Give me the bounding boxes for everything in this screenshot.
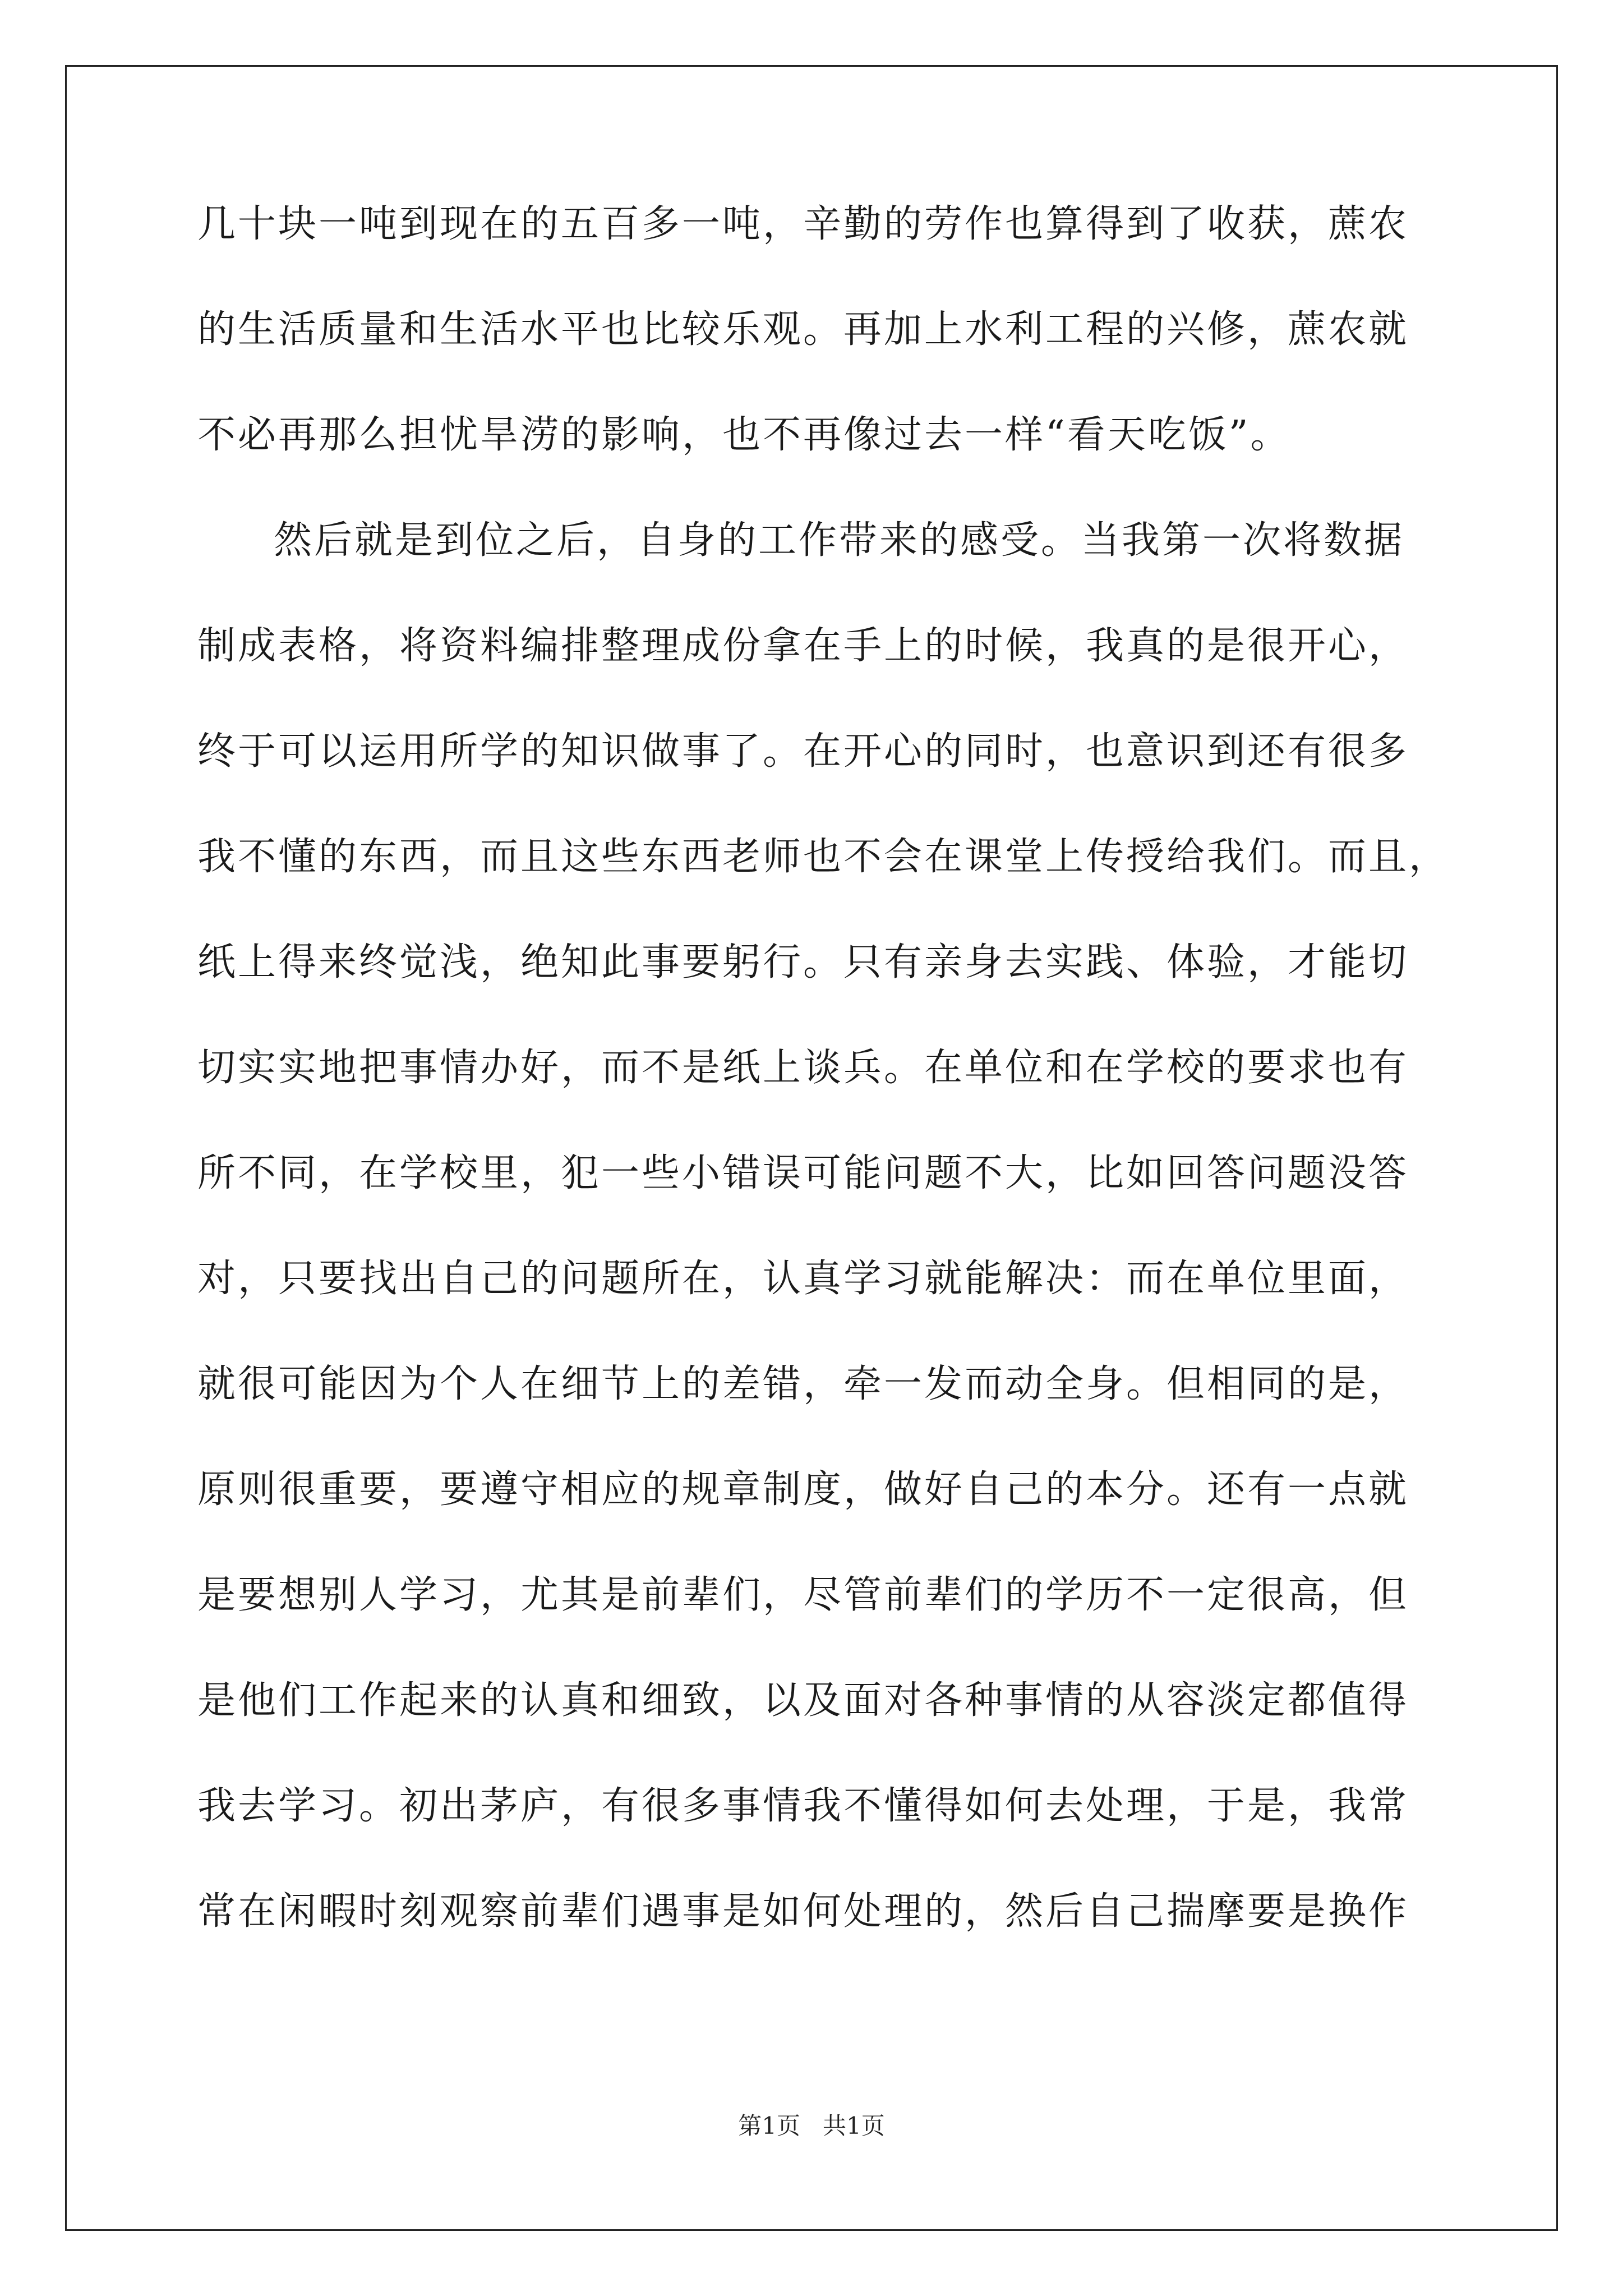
text-line: 切实实地把事情办好，而不是纸上谈兵。在单位和在学校的要求也有	[197, 1046, 1409, 1090]
text-line: 纸上得来终觉浅，绝知此事要躬行。只有亲身去实践、体验，才能切	[197, 940, 1409, 984]
text-line: 的生活质量和生活水平也比较乐观。再加上水利工程的兴修，蔗农就	[197, 307, 1409, 352]
text-line: 常在闲暇时刻观察前辈们遇事是如何处理的，然后自己揣摩要是换作	[197, 1889, 1409, 1934]
text-line: 原则很重要，要遵守相应的规章制度，做好自己的本分。还有一点就	[197, 1467, 1409, 1512]
text-line: 所不同，在学校里，犯一些小错误可能问题不大，比如回答问题没答	[197, 1151, 1409, 1195]
text-line: 不必再那么担忧旱涝的影响，也不再像过去一样“看天吃饭”。	[197, 413, 1291, 457]
text-line: 对，只要找出自己的问题所在，认真学习就能解决：而在单位里面，	[197, 1257, 1409, 1301]
page-total: 共1页	[823, 2112, 885, 2139]
text-line: 我不懂的东西，而且这些东西老师也不会在课堂上传授给我们。而且，	[197, 835, 1450, 879]
text-line: 是要想别人学习，尤其是前辈们，尽管前辈们的学历不一定很高，但	[197, 1573, 1409, 1617]
text-line: 终于可以运用所学的知识做事了。在开心的同时，也意识到还有很多	[197, 729, 1409, 774]
paragraph-first-line: 然后就是到位之后，自身的工作带来的感受。当我第一次将数据	[274, 518, 1405, 563]
text-line: 是他们工作起来的认真和细致，以及面对各种事情的从容淡定都值得	[197, 1678, 1409, 1723]
text-line: 制成表格，将资料编排整理成份拿在手上的时候，我真的是很开心，	[197, 624, 1409, 668]
page-footer	[0, 2109, 1623, 2143]
page-number: 第1页	[738, 2112, 800, 2139]
text-line: 我去学习。初出茅庐，有很多事情我不懂得如何去处理，于是，我常	[197, 1784, 1409, 1828]
text-line: 就很可能因为个人在细节上的差错，牵一发而动全身。但相同的是，	[197, 1362, 1409, 1406]
text-line: 几十块一吨到现在的五百多一吨，辛勤的劳作也算得到了收获，蔗农	[197, 202, 1409, 246]
